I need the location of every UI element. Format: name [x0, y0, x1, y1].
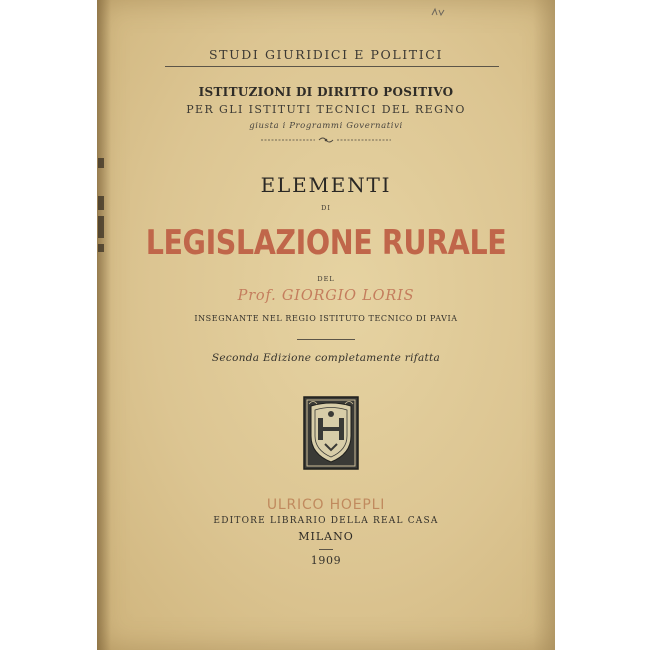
by-line: DEL: [317, 275, 335, 283]
institution-line: ISTITUZIONI DI DIRITTO POSITIVO: [198, 85, 454, 99]
edition-note: Seconda Edizione completamente rifatta: [211, 352, 441, 364]
ornamental-rule-icon: [259, 135, 393, 145]
author-affiliation: INSEGNANTE NEL REGIO ISTITUTO TECNICO DI PAVIA: [194, 314, 458, 323]
program-note: giusta i Programmi Governativi: [249, 121, 403, 131]
top-divider: [165, 66, 499, 67]
publication-year: 1909: [310, 554, 342, 567]
series-title: STUDI GIURIDICI E POLITICI: [209, 47, 443, 62]
audience-line: PER GLI ISTITUTI TECNICI DEL REGNO: [186, 103, 466, 116]
publisher-role: EDITORE LIBRARIO DELLA REAL CASA: [213, 516, 439, 526]
hoepli-printer-mark-icon: [303, 396, 359, 470]
pencil-mark-icon: [430, 6, 448, 18]
title-joiner: DI: [321, 204, 331, 212]
title-top: ELEMENTI: [260, 173, 392, 197]
book-cover: [97, 0, 555, 650]
short-divider: [319, 549, 333, 550]
publication-city: MILANO: [298, 530, 354, 543]
publisher-name: ULRICO HOEPLI: [266, 497, 386, 513]
middle-divider: [297, 339, 355, 340]
book-title: LEGISLAZIONE RURALE: [145, 223, 507, 263]
author-name: Prof. GIORGIO LORIS: [237, 288, 415, 304]
